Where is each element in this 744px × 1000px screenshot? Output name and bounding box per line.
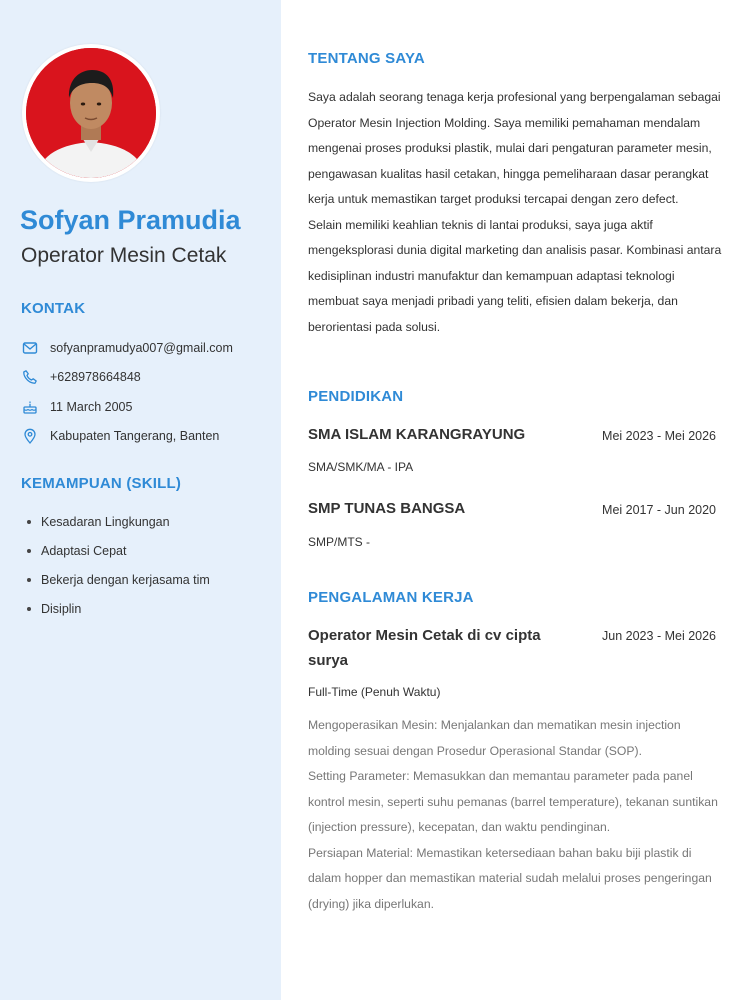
contact-location-text: Kabupaten Tangerang, Banten [50, 429, 220, 443]
experience-description [308, 713, 723, 917]
contact-location [21, 427, 219, 445]
contact-phone-text: +628978664848 [50, 370, 141, 384]
education-date: Mei 2017 - Jun 2020 [602, 503, 716, 517]
location-pin-icon [21, 427, 39, 445]
skill-item [27, 573, 210, 587]
sidebar [0, 0, 281, 1000]
cake-icon [21, 398, 39, 416]
about-paragraph: Selain memiliki keahlian teknis di lantai produksi, saya juga aktif mengeksplorasi dunia digital marketing dan analisis pasar. Kombinasi antara kedisiplinan industri manufaktur dan kemampuan adaptasi teknologi membuat saya menjadi pribadi yang teliti, efisien dalam bekerja, dan berorientasi pada solusi. [308, 217, 722, 334]
about-text [308, 85, 728, 340]
education-school: SMA ISLAM KARANGRAYUNG [308, 426, 526, 443]
education-level: SMA/SMK/MA - IPA [308, 460, 414, 474]
skill-label: Bekerja dengan kerjasama tim [41, 573, 210, 587]
experience-type: Full-Time (Penuh Waktu) [308, 685, 441, 699]
education-level: SMP/MTS - [308, 535, 370, 549]
experience-date: Jun 2023 - Mei 2026 [602, 629, 716, 643]
profile-photo-frame [22, 44, 160, 182]
experience-detail: Mengoperasikan Mesin: Menjalankan dan mematikan mesin injection molding sesuai dengan Prosedur Operasional Standar (SOP). [308, 718, 681, 758]
person-silhouette-icon [26, 48, 156, 178]
phone-icon [21, 368, 39, 386]
bullet-icon [27, 578, 31, 582]
contact-birthdate [21, 398, 132, 416]
profile-photo [26, 48, 156, 178]
contact-email-text: sofyanpramudya007@gmail.com [50, 341, 233, 355]
mail-icon [21, 339, 39, 357]
skill-item [27, 544, 126, 558]
skill-item [27, 515, 170, 529]
contact-phone[interactable] [21, 368, 141, 386]
education-heading: PENDIDIKAN [308, 388, 404, 405]
education-date: Mei 2023 - Mei 2026 [602, 429, 716, 443]
bullet-icon [27, 549, 31, 553]
experience-title: Operator Mesin Cetak di cv cipta surya [308, 627, 541, 669]
bullet-icon [27, 607, 31, 611]
skill-item [27, 602, 81, 616]
main-content [281, 0, 744, 1000]
about-paragraph: Saya adalah seorang tenaga kerja profesional yang berpengalaman sebagai Operator Mesin Injection Molding. Saya memiliki pemahaman mendalam mengenai proses produksi plastik, mulai dari pengaturan parameter mesin, pengawasan kualitas hasil cetakan, hingga pemeliharaan dasar perangkat kerja untuk memastikan target produksi tercapai dengan zero defect. [308, 90, 721, 206]
skills-heading: KEMAMPUAN (SKILL) [21, 475, 182, 492]
skill-label: Adaptasi Cepat [41, 544, 127, 558]
skill-label: Kesadaran Lingkungan [41, 515, 170, 529]
bullet-icon [27, 520, 31, 524]
experience-heading: PENGALAMAN KERJA [308, 589, 474, 606]
education-school: SMP TUNAS BANGSA [308, 500, 466, 517]
skill-label: Disiplin [41, 602, 82, 616]
profile-job-title: Operator Mesin Cetak [21, 244, 227, 267]
contact-birthdate-text: 11 March 2005 [50, 400, 133, 414]
about-heading: TENTANG SAYA [308, 50, 425, 67]
contact-email[interactable] [21, 339, 233, 357]
contact-heading: KONTAK [21, 300, 86, 317]
experience-detail: Setting Parameter: Memasukkan dan memantau parameter pada panel kontrol mesin, seperti suhu pemanas (barrel temperature), tekanan suntikan (injection pressure), kecepatan, dan waktu pendinginan. [308, 769, 718, 834]
profile-name: Sofyan Pramudia [20, 205, 241, 235]
experience-detail: Persiapan Material: Memastikan ketersediaan bahan baku biji plastik di dalam hopper dan memastikan material sudah melalui proses pengeringan (drying) jika diperlukan. [308, 845, 712, 911]
